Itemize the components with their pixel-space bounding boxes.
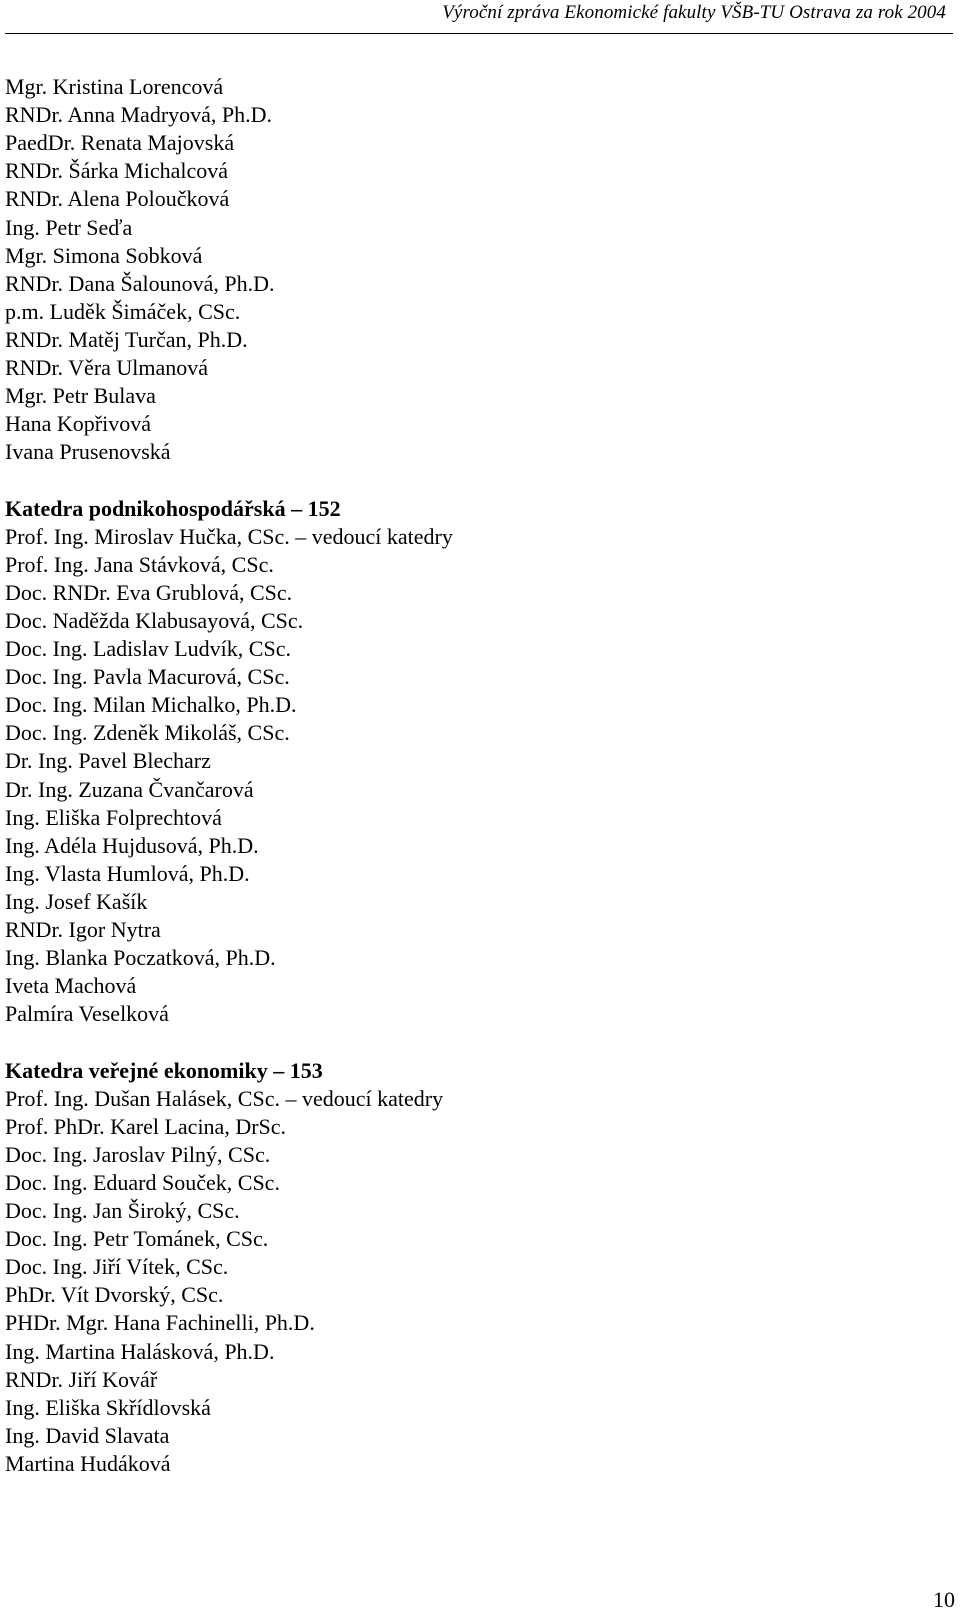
staff-member: RNDr. Věra Ulmanová xyxy=(5,355,209,380)
staff-member: Ing. Martina Halásková, Ph.D. xyxy=(5,1338,275,1364)
staff-member: Prof. PhDr. Karel Lacina, DrSc. xyxy=(5,1113,287,1139)
staff-member: Martina Hudáková xyxy=(5,1450,171,1476)
staff-member: PhDr. Vít Dvorský, CSc. xyxy=(5,1282,224,1308)
staff-member: Doc. Ing. Jan Široký, CSc. xyxy=(5,1198,240,1223)
staff-member: RNDr. Matěj Turčan, Ph.D. xyxy=(5,326,248,352)
staff-member: RNDr. Šárka Michalcová xyxy=(5,158,228,184)
staff-member: RNDr. Dana Šalounová, Ph.D. xyxy=(5,270,275,296)
staff-member: Ing. Eliška Folprechtová xyxy=(5,804,222,830)
staff-member: Doc. Ing. Zdeněk Mikoláš, CSc. xyxy=(5,720,290,746)
staff-member: Ing. Eliška Skřídlovská xyxy=(5,1394,211,1420)
staff-member: Doc. Ing. Ladislav Ludvík, CSc. xyxy=(5,636,291,661)
staff-member: Ing. Josef Kašík xyxy=(5,888,148,914)
staff-member: Doc. Ing. Petr Tománek, CSc. xyxy=(5,1226,269,1252)
staff-member: Doc. RNDr. Eva Grublová, CSc. xyxy=(5,579,293,605)
staff-member: Prof. Ing. Jana Stávková, CSc. xyxy=(5,551,274,577)
staff-member: PaedDr. Renata Majovská xyxy=(5,130,235,156)
staff-member: Dr. Ing. Zuzana Čvančarová xyxy=(5,776,254,802)
staff-member: RNDr. Alena Poloučková xyxy=(5,186,230,212)
staff-member: Doc. Ing. Jaroslav Pilný, CSc. xyxy=(5,1141,271,1167)
header-rule xyxy=(5,33,953,34)
staff-member: Palmíra Veselková xyxy=(5,1001,169,1027)
staff-member: Ing. Adéla Hujdusová, Ph.D. xyxy=(5,832,259,858)
staff-member: p.m. Luděk Šimáček, CSc. xyxy=(5,298,241,324)
staff-member: Prof. Ing. Miroslav Hučka, CSc. – vedoucí katedry xyxy=(5,523,453,549)
staff-member: Iveta Machová xyxy=(5,973,137,999)
staff-member: Dr. Ing. Pavel Blecharz xyxy=(5,748,211,774)
staff-member: Doc. Ing. Milan Michalko, Ph.D. xyxy=(5,692,297,718)
page-number: 10 xyxy=(933,1587,955,1612)
staff-member: Prof. Ing. Dušan Halásek, CSc. – vedoucí katedry xyxy=(5,1085,444,1111)
staff-member: Mgr. Kristina Lorencová xyxy=(5,74,224,99)
department-heading: Katedra podnikohospodářská – 152 xyxy=(5,495,341,521)
staff-member: Doc. Ing. Eduard Souček, CSc. xyxy=(5,1169,280,1195)
staff-member: Ing. David Slavata xyxy=(5,1422,170,1448)
staff-member: Mgr. Simona Sobková xyxy=(5,242,203,268)
staff-member: Hana Kopřivová xyxy=(5,411,152,437)
staff-member: Ing. Petr Seďa xyxy=(5,214,133,240)
staff-member: PHDr. Mgr. Hana Fachinelli, Ph.D. xyxy=(5,1310,315,1336)
staff-member: Ing. Vlasta Humlová, Ph.D. xyxy=(5,860,250,886)
staff-member: Doc. Ing. Jiří Vítek, CSc. xyxy=(5,1254,229,1280)
staff-member: Doc. Naděžda Klabusayová, CSc. xyxy=(5,607,304,633)
staff-member: Doc. Ing. Pavla Macurová, CSc. xyxy=(5,664,290,690)
staff-member: RNDr. Igor Nytra xyxy=(5,917,161,942)
department-heading: Katedra veřejné ekonomiky – 153 xyxy=(5,1057,323,1083)
staff-member: Ivana Prusenovská xyxy=(5,439,171,465)
running-header: Výroční zpráva Ekonomické fakulty VŠB-TU Ostrava za rok 2004 xyxy=(442,2,946,23)
staff-member: RNDr. Jiří Kovář xyxy=(5,1366,158,1392)
staff-member: RNDr. Anna Madryová, Ph.D. xyxy=(5,102,273,128)
staff-member: Mgr. Petr Bulava xyxy=(5,383,156,409)
staff-member: Ing. Blanka Poczatková, Ph.D. xyxy=(5,945,276,971)
